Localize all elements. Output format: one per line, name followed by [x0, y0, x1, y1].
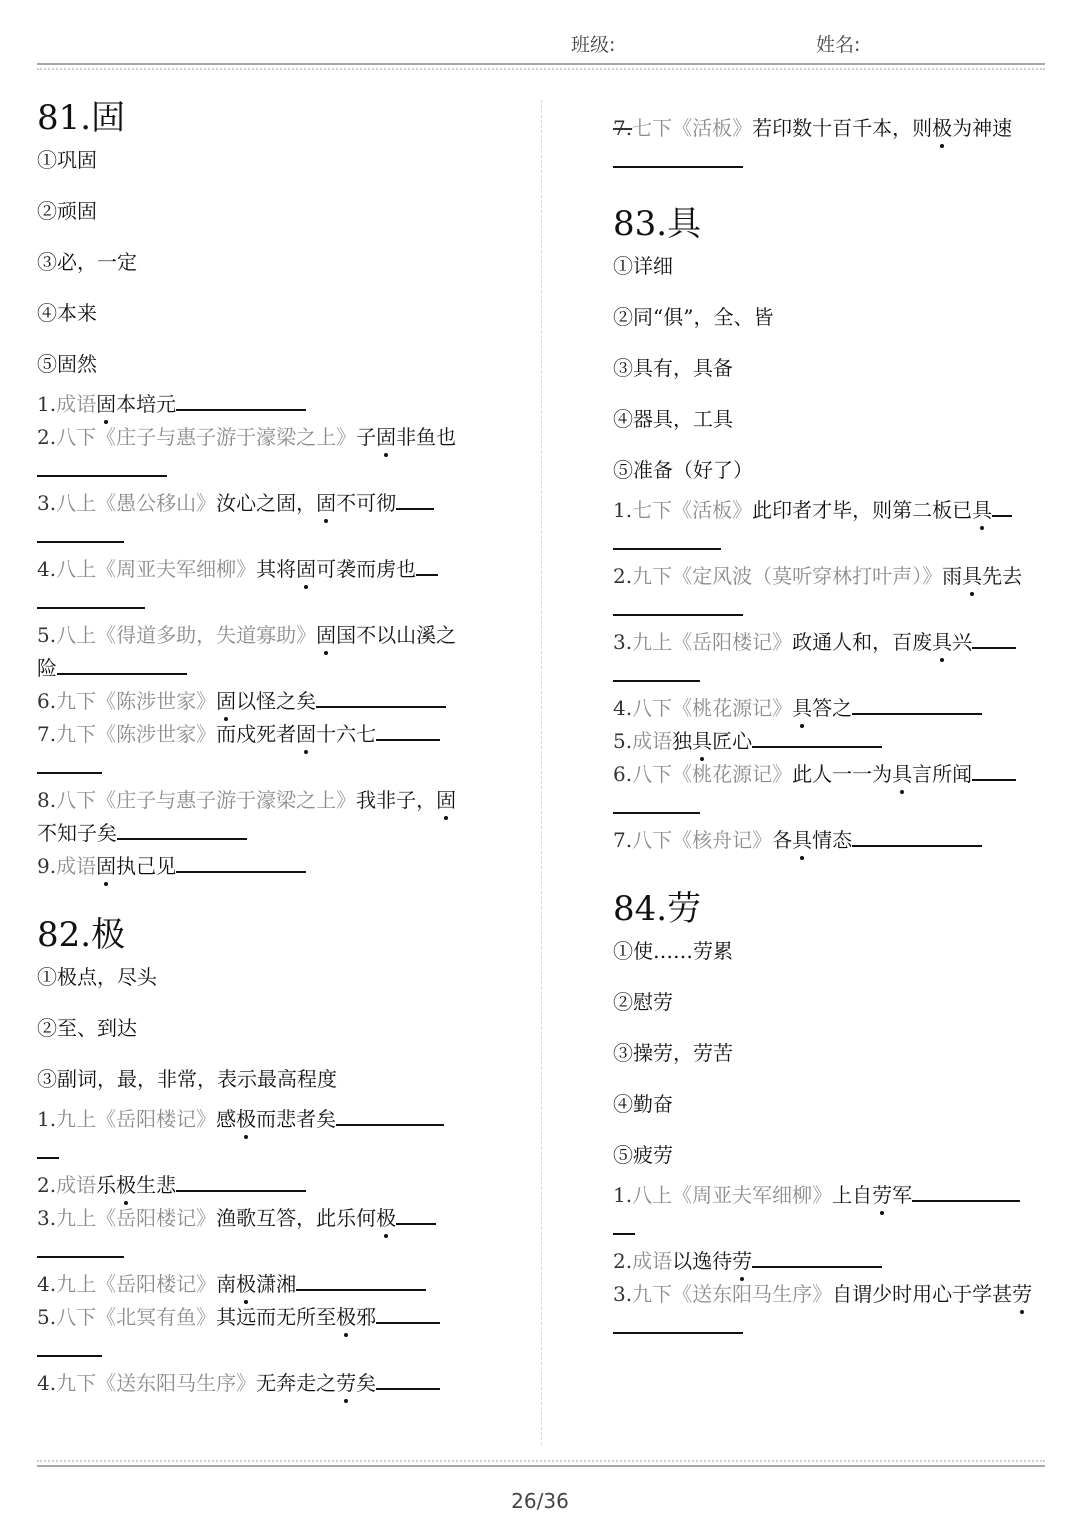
- section-title-83: 83.具: [613, 204, 702, 244]
- example-item: 4.八上《周亚夫军细柳》其将固可袭而虏也: [37, 553, 473, 619]
- answer-blank[interactable]: [37, 1236, 124, 1258]
- meaning-item: ④本来: [37, 301, 97, 325]
- meaning-item: ⑤准备（好了）: [613, 458, 753, 482]
- example-item: 2.成语乐极生悲: [37, 1169, 473, 1202]
- answer-blank[interactable]: [57, 653, 187, 675]
- section-title-84: 84.劳: [613, 889, 702, 929]
- example-item: 1.九上《岳阳楼记》感极而悲者矣: [37, 1103, 473, 1169]
- header-rule: [37, 63, 1045, 70]
- answer-blank[interactable]: [176, 1170, 306, 1192]
- example-item: 9.成语固执己见: [37, 850, 473, 883]
- example-item: 1.成语固本培元: [37, 388, 473, 421]
- section-title-81: 81.固: [37, 98, 126, 138]
- answer-blank[interactable]: [176, 851, 306, 873]
- answer-blank[interactable]: [376, 719, 440, 741]
- meaning-item: ③必，一定: [37, 250, 137, 274]
- answer-blank[interactable]: [37, 587, 145, 609]
- example-item: 5.成语独具匠心: [613, 725, 1049, 758]
- example-item: 5.八下《北冥有鱼》其远而无所至极邪: [37, 1301, 473, 1367]
- meaning-item: ②同“俱”，全、皆: [613, 305, 774, 329]
- example-item: 3.八上《愚公移山》汝心之固，固不可彻: [37, 487, 473, 553]
- answer-blank[interactable]: [613, 594, 743, 616]
- meaning-item: ②至、到达: [37, 1016, 137, 1040]
- answer-blank[interactable]: [117, 818, 247, 840]
- example-item: 1.八上《周亚夫军细柳》上自劳军: [613, 1179, 1049, 1245]
- example-item: 4.八下《桃花源记》具答之: [613, 692, 1049, 725]
- footer-rule: [37, 1460, 1045, 1467]
- answer-blank[interactable]: [972, 627, 1016, 649]
- answer-blank[interactable]: [416, 554, 438, 576]
- meaning-item: ①详细: [613, 254, 673, 278]
- example-item: 1.七下《活板》此印者才毕，则第二板已具: [613, 494, 1049, 560]
- example-item: 7.八下《核舟记》各具情态: [613, 824, 1049, 857]
- answer-blank[interactable]: [613, 660, 700, 682]
- answer-blank[interactable]: [752, 726, 882, 748]
- meaning-item: ④勤奋: [613, 1092, 673, 1116]
- meaning-item: ⑤固然: [37, 352, 97, 376]
- example-item: 3.九下《送东阳马生序》自谓少时用心于学甚劳: [613, 1278, 1049, 1344]
- page-number: 26/36: [511, 1489, 569, 1513]
- example-item: 2.成语以逸待劳: [613, 1245, 1049, 1278]
- class-label: 班级:: [571, 34, 616, 56]
- answer-blank[interactable]: [376, 1302, 440, 1324]
- answer-blank[interactable]: [37, 752, 102, 774]
- answer-blank[interactable]: [316, 686, 446, 708]
- section-title-82: 82.极: [37, 915, 126, 955]
- answer-blank[interactable]: [37, 455, 167, 477]
- answer-blank[interactable]: [396, 1203, 436, 1225]
- name-label: 姓名:: [816, 34, 861, 56]
- example-item: 6.九下《陈涉世家》固以怪之矣: [37, 685, 473, 718]
- meaning-item: ④器具，工具: [613, 407, 733, 431]
- example-item: 4.九上《岳阳楼记》南极潇湘: [37, 1268, 473, 1301]
- example-item: 8.八下《庄子与惠子游于濠梁之上》我非子，固不知子矣: [37, 788, 457, 845]
- answer-blank[interactable]: [176, 389, 306, 411]
- answer-blank[interactable]: [37, 1137, 59, 1159]
- example-item: 4.九下《送东阳马生序》无奔走之劳矣: [37, 1367, 473, 1400]
- left-column: [37, 96, 473, 1400]
- meaning-item: ①极点，尽头: [37, 965, 157, 989]
- example-item: 6.八下《桃花源记》此人一一为具言所闻: [613, 758, 1049, 824]
- meaning-item: ③操劳，劳苦: [613, 1041, 733, 1065]
- meaning-item: ③具有，具备: [613, 356, 733, 380]
- answer-blank[interactable]: [376, 1368, 440, 1390]
- answer-blank[interactable]: [37, 1335, 102, 1357]
- example-item: 3.九上《岳阳楼记》渔歌互答，此乐何极: [37, 1202, 473, 1268]
- meaning-item: ②顽固: [37, 199, 97, 223]
- answer-blank[interactable]: [37, 521, 124, 543]
- answer-blank[interactable]: [396, 488, 434, 510]
- meaning-item: ⑤疲劳: [613, 1143, 673, 1167]
- answer-blank[interactable]: [613, 792, 700, 814]
- answer-blank[interactable]: [613, 1213, 635, 1235]
- answer-blank[interactable]: [852, 825, 982, 847]
- meaning-item: ②慰劳: [613, 990, 673, 1014]
- meaning-item: ③副词，最，非常，表示最高程度: [37, 1067, 337, 1091]
- answer-blank[interactable]: [752, 1246, 882, 1268]
- answer-blank[interactable]: [296, 1269, 426, 1291]
- meaning-item: ①巩固: [37, 148, 97, 172]
- answer-blank[interactable]: [972, 759, 1016, 781]
- answer-blank[interactable]: [992, 495, 1012, 517]
- answer-blank[interactable]: [613, 1312, 743, 1334]
- example-item: 7.七下《活板》若印数十百千本，则极为神速: [613, 112, 1049, 178]
- answer-blank[interactable]: [336, 1104, 444, 1126]
- answer-blank[interactable]: [912, 1180, 1020, 1202]
- answer-blank[interactable]: [613, 146, 743, 168]
- example-item: 3.九上《岳阳楼记》政通人和，百废具兴: [613, 626, 1049, 692]
- example-item: 2.九下《定风波（莫听穿林打叶声）》雨具先去: [613, 560, 1049, 626]
- column-divider: [541, 100, 542, 1445]
- meaning-item: ①使……劳累: [613, 939, 733, 963]
- answer-blank[interactable]: [613, 528, 721, 550]
- answer-blank[interactable]: [852, 693, 982, 715]
- example-item: 7.九下《陈涉世家》而戍死者固十六七: [37, 718, 473, 784]
- example-item: 2.八下《庄子与惠子游于濠梁之上》子固非鱼也: [37, 421, 473, 487]
- right-column: [613, 112, 1049, 1344]
- example-item: 5.八上《得道多助，失道寡助》固国不以山溪之险: [37, 623, 457, 680]
